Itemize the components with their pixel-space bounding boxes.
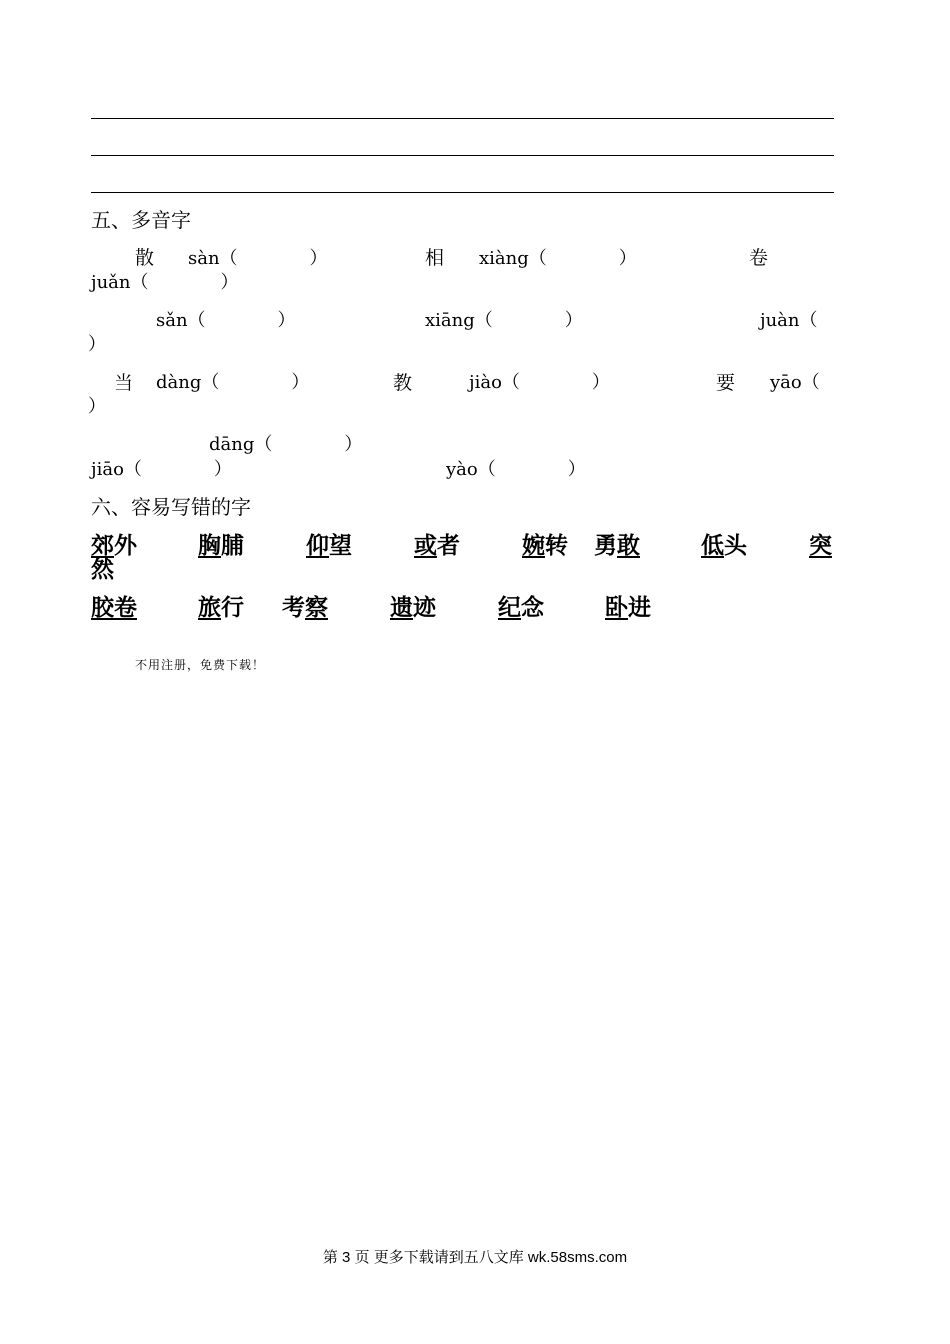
pinyin-juan3: juǎn（ ）: [91, 272, 239, 293]
pinyin-dang1: dāng（ ）: [209, 434, 363, 455]
word-ditou: 低头: [701, 532, 747, 559]
pinyin-juan4: juàn（: [760, 310, 818, 331]
char-san: 散: [135, 247, 155, 269]
word-huozhe: 或者: [414, 532, 460, 559]
pinyin-juan4-close: ）: [88, 334, 106, 355]
char-juan: 卷: [749, 247, 769, 269]
section-five-heading: 五、多音字: [91, 208, 191, 232]
pinyin-yao1: yāo（: [770, 372, 820, 393]
pinyin-yao4: yào（ ）: [446, 459, 586, 480]
pinyin-san4: sàn（ ）: [188, 248, 328, 269]
word-jiaowai: 郊外: [91, 532, 137, 559]
word-jinian: 纪念: [498, 594, 544, 621]
word-xiongpu: 胸脯: [198, 532, 244, 559]
section-six-heading: 六、容易写错的字: [91, 495, 251, 519]
pinyin-yao1-close: ）: [88, 396, 106, 417]
pinyin-jiao4: jiào（ ）: [469, 372, 610, 393]
word-turan-first: 突: [809, 532, 832, 559]
pinyin-san3: sǎn（ ）: [156, 310, 296, 331]
pinyin-xiang1: xiāng（ ）: [425, 310, 583, 331]
page-footer: 第 3 页 更多下载请到五八文库 wk.58sms.com: [322, 1249, 628, 1266]
word-turan-second: 然: [91, 556, 114, 583]
word-lvxing: 旅行: [198, 594, 244, 621]
pinyin-jiao1: jiāo（ ）: [91, 459, 232, 480]
word-yangwang: 仰望: [306, 532, 352, 559]
answer-line-2: [91, 155, 834, 156]
pinyin-dang4: dàng（ ）: [156, 372, 310, 393]
word-jiaojuan: 胶卷: [91, 594, 137, 621]
word-wojin: 卧进: [605, 594, 651, 621]
download-note: 不用注册，免费下载！: [135, 658, 266, 672]
char-xiang: 相: [425, 247, 445, 269]
char-jiao: 教: [393, 372, 413, 394]
answer-line-3: [91, 192, 834, 193]
answer-line-1: [91, 118, 834, 119]
word-wanzhuan: 婉转: [522, 532, 568, 559]
word-yiji: 遗迹: [390, 594, 436, 621]
char-dang: 当: [114, 372, 134, 394]
pinyin-xiang4: xiàng（ ）: [479, 248, 637, 269]
char-yao: 要: [716, 372, 736, 394]
word-yonggan: 勇敢: [594, 532, 640, 559]
word-kaocha: 考察: [282, 594, 328, 621]
